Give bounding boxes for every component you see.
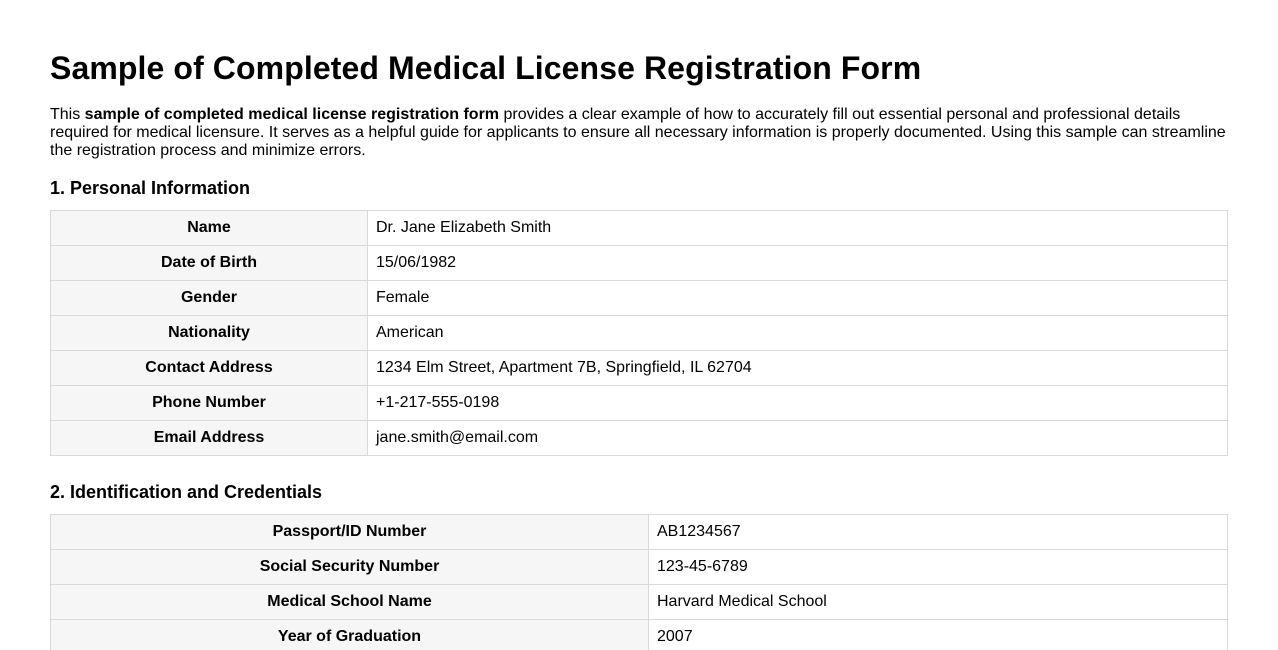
table-row <box>51 550 1228 585</box>
intro-paragraph <box>50 106 1230 160</box>
section-heading-identification-credentials: 2. Identification and Credentials <box>50 482 323 502</box>
field-label: Nationality <box>51 316 368 351</box>
field-label: Phone Number <box>51 386 368 421</box>
intro-prefix: This <box>50 106 85 123</box>
field-value: Dr. Jane Elizabeth Smith <box>368 211 1228 246</box>
field-label: Date of Birth <box>51 246 368 281</box>
table-row <box>51 316 1228 351</box>
table-row <box>51 620 1228 650</box>
table-row <box>51 351 1228 386</box>
identification-credentials-table <box>50 514 1228 650</box>
field-label: Year of Graduation <box>51 620 649 650</box>
personal-information-table <box>50 210 1228 456</box>
field-label: Contact Address <box>51 351 368 386</box>
intro-suffix: provides a clear example of how to accurately fill out essential personal and professional details required for medical licensure. It serves as a helpful guide for applicants to ensure all necessary information is properly documented. Using this sample can streamline the registration process and minimize errors. <box>50 106 1226 159</box>
field-label: Gender <box>51 281 368 316</box>
field-value: 1234 Elm Street, Apartment 7B, Springfield, IL 62704 <box>368 351 1228 386</box>
field-value: AB1234567 <box>649 515 1228 550</box>
table-row <box>51 281 1228 316</box>
field-label: Passport/ID Number <box>51 515 649 550</box>
field-label: Email Address <box>51 421 368 456</box>
field-value: Harvard Medical School <box>649 585 1228 620</box>
table-row <box>51 386 1228 421</box>
field-value: American <box>368 316 1228 351</box>
field-value: Female <box>368 281 1228 316</box>
field-value: 2007 <box>649 620 1228 650</box>
table-row <box>51 585 1228 620</box>
table-row <box>51 211 1228 246</box>
field-value: 15/06/1982 <box>368 246 1228 281</box>
field-label: Name <box>51 211 368 246</box>
table-row <box>51 515 1228 550</box>
intro-emphasis: sample of completed medical license registration form <box>84 106 500 123</box>
field-value: +1-217-555-0198 <box>368 386 1228 421</box>
table-row <box>51 246 1228 281</box>
section-heading-personal-information: 1. Personal Information <box>50 178 251 198</box>
field-label: Social Security Number <box>51 550 649 585</box>
page-title: Sample of Completed Medical License Registration Form <box>50 50 922 86</box>
field-value: jane.smith@email.com <box>368 421 1228 456</box>
field-value: 123-45-6789 <box>649 550 1228 585</box>
table-row <box>51 421 1228 456</box>
field-label: Medical School Name <box>51 585 649 620</box>
